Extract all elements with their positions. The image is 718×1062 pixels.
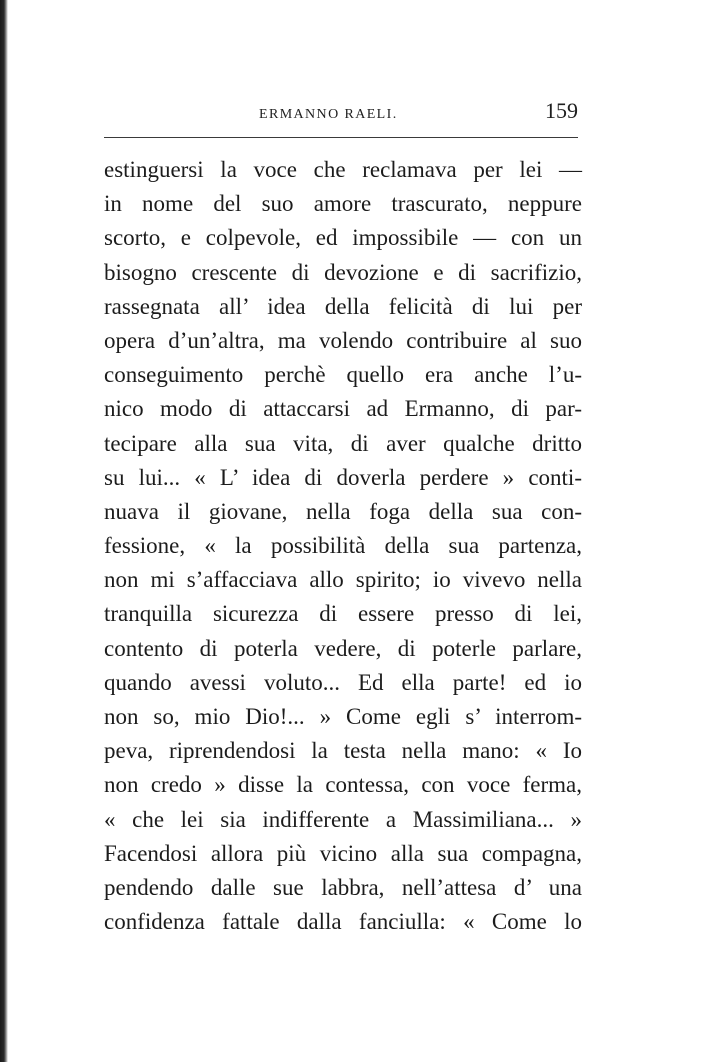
text-line: tecipare alla sua vita, di aver qualche dritto bbox=[104, 430, 582, 456]
text-line: quando avessi voluto... Ed ella parte! ed io bbox=[104, 669, 582, 695]
text-line: non credo » disse la contessa, con voce ferma, bbox=[104, 772, 582, 798]
text-line: « che lei sia indifferente a Massimiliana... » bbox=[104, 806, 582, 832]
text-line: opera d’un’altra, ma volendo contribuire al suo bbox=[104, 327, 582, 353]
text-line: contento di poterla vedere, di poterle parlare, bbox=[104, 635, 582, 661]
text-line: estinguersi la voce che reclamava per lei — bbox=[104, 157, 582, 182]
scan-shadow-edge bbox=[0, 0, 8, 1062]
text-line: Facendosi allora più vicino alla sua compagna, bbox=[104, 840, 582, 866]
text-line: tranquilla sicurezza di essere presso di lei, bbox=[104, 601, 582, 627]
page-number: 159 bbox=[545, 98, 578, 123]
text-line: rassegnata all’ idea della felicità di lui per bbox=[104, 293, 582, 319]
text-line: fessione, « la possibilità della sua partenza, bbox=[104, 533, 582, 559]
text-line: conseguimento perchè quello era anche l’u- bbox=[104, 362, 582, 388]
running-title: ERMANNO RAELI. bbox=[259, 107, 398, 122]
text-line: su lui... « L’ idea di doverla perdere » conti- bbox=[104, 464, 582, 490]
text-line: bisogno crescente di devozione e di sacrifizio, bbox=[104, 259, 582, 285]
text-line: non so, mio Dio!... » Come egli s’ interrom- bbox=[104, 704, 582, 729]
text-line: peva, riprendendosi la testa nella mano: « Io bbox=[104, 738, 582, 764]
text-line: in nome del suo amore trascurato, neppure bbox=[104, 191, 582, 217]
text-line: non mi s’affacciava allo spirito; io vivevo nella bbox=[104, 567, 582, 593]
running-header bbox=[104, 92, 578, 132]
text-line: nuava il giovane, nella foga della sua con- bbox=[104, 498, 582, 524]
text-line: confidenza fattale dalla fanciulla: « Come lo bbox=[104, 909, 582, 935]
text-line: scorto, e colpevole, ed impossibile — con un bbox=[104, 225, 582, 251]
text-line: nico modo di attaccarsi ad Ermanno, di par- bbox=[104, 396, 582, 422]
body-text bbox=[104, 153, 582, 939]
header-rule bbox=[104, 137, 578, 138]
text-line: pendendo dalle sue labbra, nell’attesa d’ una bbox=[104, 874, 582, 900]
